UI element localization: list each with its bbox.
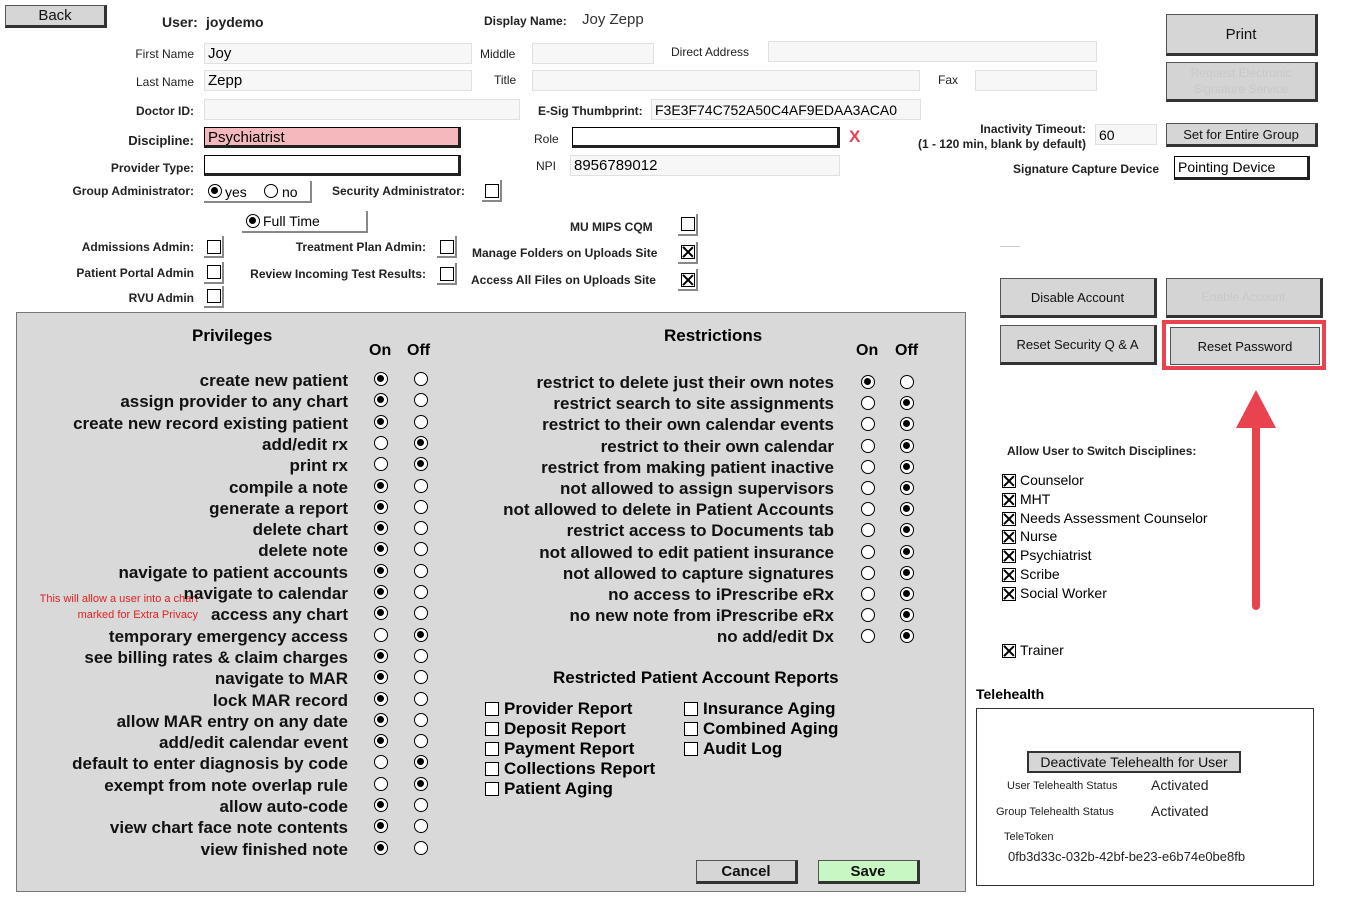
- privilege-label: default to enter diagnosis by code: [72, 754, 348, 774]
- title-label: Title: [494, 73, 517, 87]
- inactivity-field[interactable]: 60: [1095, 124, 1157, 145]
- npi-field[interactable]: 8956789012: [570, 155, 840, 176]
- privileges-title: Privileges: [192, 326, 273, 345]
- restriction-label: restrict to their own calendar events: [542, 415, 834, 435]
- sig-device-field[interactable]: Pointing Device: [1174, 156, 1310, 180]
- report-label: Patient Aging: [504, 779, 613, 798]
- doctor-id-label: Doctor ID:: [136, 104, 194, 118]
- privilege-on-radio[interactable]: [374, 734, 388, 748]
- report-label: Collections Report: [504, 759, 656, 778]
- full-time-radio[interactable]: [246, 214, 260, 228]
- divider: [1000, 246, 1020, 247]
- role-field[interactable]: [572, 127, 840, 148]
- privilege-label: view chart face note contents: [109, 818, 348, 838]
- restriction-off-radio[interactable]: [900, 566, 914, 580]
- discipline-option-label: Scribe: [1020, 566, 1060, 582]
- privilege-label: compile a note: [228, 477, 348, 497]
- privilege-label: delete chart: [252, 520, 348, 540]
- last-name-field[interactable]: Zepp: [204, 70, 472, 91]
- no-label: no: [282, 184, 298, 200]
- privilege-off-radio[interactable]: [414, 372, 428, 386]
- privilege-off-radio[interactable]: [414, 798, 428, 812]
- report-label: Combined Aging: [703, 719, 839, 738]
- discipline-option-label: Social Worker: [1020, 584, 1107, 601]
- telehealth-title: Telehealth: [976, 686, 1045, 702]
- disciplines-title: Allow User to Switch Disciplines:: [1007, 444, 1197, 458]
- privilege-label: access any chart: [210, 605, 348, 625]
- restriction-off-radio[interactable]: [900, 545, 914, 559]
- restriction-label: not allowed to edit patient insurance: [539, 542, 834, 562]
- restriction-on-radio[interactable]: [861, 566, 875, 580]
- admissions-admin-label: Admissions Admin:: [81, 240, 194, 254]
- full-time-label: Full Time: [263, 213, 320, 229]
- middle-label: Middle: [480, 47, 516, 61]
- treatment-plan-checkbox[interactable]: [440, 240, 454, 254]
- middle-field[interactable]: [532, 43, 654, 64]
- display-name-label: Display Name:: [484, 14, 567, 28]
- restriction-on-radio[interactable]: [861, 460, 875, 474]
- user-value: joydemo: [206, 14, 264, 30]
- restriction-off-radio[interactable]: [900, 375, 914, 389]
- report-label: Payment Report: [504, 739, 635, 758]
- fax-label: Fax: [938, 73, 959, 87]
- discipline-checkbox[interactable]: [1002, 568, 1016, 582]
- treatment-plan-label: Treatment Plan Admin:: [295, 240, 426, 254]
- privilege-on-radio[interactable]: [374, 841, 388, 855]
- privilege-off-radio[interactable]: [414, 479, 428, 493]
- deactivate-telehealth-button[interactable]: Deactivate Telehealth for User: [1027, 751, 1241, 773]
- yes-label: yes: [225, 184, 247, 200]
- discipline-option-label: MHT: [1020, 490, 1051, 507]
- inactivity-hint: (1 - 120 min, blank by default): [917, 137, 1086, 151]
- privilege-on-radio[interactable]: [374, 372, 388, 386]
- discipline-checkbox[interactable]: [1002, 493, 1016, 507]
- discipline-label: Discipline:: [128, 133, 194, 148]
- privilege-label: add/edit calendar event: [159, 733, 348, 753]
- privilege-on-radio[interactable]: [374, 777, 388, 791]
- restriction-label: restrict from making patient inactive: [541, 457, 834, 477]
- privilege-on-radio[interactable]: [374, 415, 388, 429]
- review-tests-label: Review Incoming Test Results:: [250, 267, 426, 281]
- restriction-off-radio[interactable]: [900, 587, 914, 601]
- privilege-label: delete note: [258, 541, 348, 561]
- report-checkbox[interactable]: [684, 742, 698, 756]
- restriction-off-radio[interactable]: [900, 439, 914, 453]
- teletoken-value: 0fb3d33c-032b-42bf-be23-e6b74e0be8fb: [1008, 849, 1246, 864]
- discipline-checkbox[interactable]: [1002, 549, 1016, 563]
- back-button[interactable]: Back: [5, 5, 107, 28]
- reports-title: Restricted Patient Account Reports: [553, 668, 839, 687]
- reset-security-button[interactable]: Reset Security Q & A: [1000, 325, 1157, 365]
- restriction-off-radio[interactable]: [900, 481, 914, 495]
- security-admin-checkbox[interactable]: [485, 184, 499, 198]
- trainer-label: Trainer: [1020, 642, 1064, 658]
- esig-field: F3E3F74C752A50C4AF9EDAA3ACA0: [651, 99, 921, 120]
- direct-address-label: Direct Address: [671, 45, 750, 59]
- privilege-label: generate a report: [209, 498, 348, 518]
- teletoken-label: TeleToken: [1004, 831, 1054, 843]
- report-checkbox[interactable]: [684, 722, 698, 736]
- discipline-option-label: Psychiatrist: [1020, 547, 1092, 564]
- group-admin-yes-radio[interactable]: [208, 184, 222, 198]
- access-files-checkbox[interactable]: [681, 273, 695, 287]
- print-button[interactable]: Print: [1166, 14, 1318, 56]
- discipline-checkbox[interactable]: [1002, 587, 1016, 601]
- privilege-on-radio[interactable]: [374, 585, 388, 599]
- discipline-checkbox[interactable]: [1002, 474, 1016, 488]
- restrictions-title: Restrictions: [664, 326, 763, 345]
- cancel-button[interactable]: Cancel: [696, 860, 798, 884]
- discipline-checkbox[interactable]: [1002, 530, 1016, 544]
- privilege-on-radio[interactable]: [374, 564, 388, 578]
- rvu-admin-checkbox[interactable]: [207, 289, 221, 303]
- discipline-option-label: Counselor: [1020, 472, 1084, 488]
- restriction-on-radio[interactable]: [861, 481, 875, 495]
- privilege-label: create new record existing patient: [73, 413, 348, 433]
- restriction-on-radio[interactable]: [861, 587, 875, 601]
- discipline-field[interactable]: Psychiatrist: [204, 127, 461, 148]
- report-label: Deposit Report: [504, 719, 626, 738]
- mu-checkbox[interactable]: [681, 217, 695, 231]
- privilege-label: navigate to patient accounts: [118, 562, 348, 582]
- privilege-label: add/edit rx: [262, 434, 348, 454]
- extra-privacy-note: This will allow a user into a chart marked for Extra Privacy: [39, 593, 198, 621]
- privilege-off-radio[interactable]: [414, 734, 428, 748]
- report-checkbox[interactable]: [485, 722, 499, 736]
- privilege-off-radio[interactable]: [414, 564, 428, 578]
- report-checkbox[interactable]: [485, 762, 499, 776]
- restriction-label: restrict to their own calendar: [600, 436, 834, 456]
- admissions-admin-checkbox[interactable]: [207, 240, 221, 254]
- group-telehealth-status: Activated: [1151, 803, 1209, 819]
- user-telehealth-status-label: User Telehealth Status: [1007, 780, 1118, 792]
- privilege-label: temporary emergency access: [108, 626, 348, 646]
- restriction-on-radio[interactable]: [861, 545, 875, 559]
- last-name-label: Last Name: [135, 75, 194, 89]
- trainer-checkbox[interactable]: [1002, 644, 1016, 658]
- enable-account-button: Enable Account: [1166, 278, 1323, 318]
- direct-address-field[interactable]: [768, 41, 1097, 62]
- privilege-on-radio[interactable]: [374, 692, 388, 706]
- privilege-off-radio[interactable]: [414, 841, 428, 855]
- restriction-label: restrict to delete just their own notes: [536, 373, 834, 392]
- restriction-off-radio[interactable]: [900, 460, 914, 474]
- privilege-on-radio[interactable]: [374, 479, 388, 493]
- privilege-off-radio[interactable]: [414, 628, 428, 642]
- role-error-icon: X: [849, 127, 861, 146]
- privilege-on-radio[interactable]: [374, 798, 388, 812]
- restriction-on-radio[interactable]: [861, 375, 875, 389]
- mu-mips-label: MU MIPS CQM: [570, 220, 653, 234]
- report-checkbox[interactable]: [485, 702, 499, 716]
- privilege-label: allow auto-code: [219, 797, 348, 816]
- privilege-label: create new patient: [199, 371, 348, 390]
- save-button[interactable]: Save: [818, 860, 920, 884]
- restriction-on-radio[interactable]: [861, 439, 875, 453]
- privilege-off-radio[interactable]: [414, 692, 428, 706]
- privilege-label: view finished note: [200, 839, 348, 859]
- role-label: Role: [534, 132, 559, 146]
- restriction-label: restrict search to site assignments: [553, 394, 834, 414]
- privilege-label: navigate to MAR: [214, 669, 348, 689]
- privilege-label: see billing rates & claim charges: [84, 647, 348, 667]
- restriction-label: restrict access to Documents tab: [566, 521, 834, 541]
- group-admin-label: Group Administrator:: [72, 184, 194, 198]
- privilege-on-radio[interactable]: [374, 500, 388, 514]
- restriction-label: not allowed to delete in Patient Accounts: [503, 500, 834, 520]
- group-admin-no-radio[interactable]: [264, 184, 278, 198]
- manage-folders-checkbox[interactable]: [681, 245, 695, 259]
- privilege-off-radio[interactable]: [414, 521, 428, 535]
- privilege-off-radio[interactable]: [414, 415, 428, 429]
- report-label: Audit Log: [703, 739, 783, 758]
- group-telehealth-status-label: Group Telehealth Status: [996, 806, 1114, 818]
- privilege-label: exempt from note overlap rule: [104, 775, 348, 795]
- privilege-off-radio[interactable]: [414, 649, 428, 663]
- disable-account-button[interactable]: Disable Account: [1000, 278, 1157, 318]
- discipline-option-label: Needs Assessment Counselor: [1020, 509, 1208, 526]
- privilege-on-radio[interactable]: [374, 628, 388, 642]
- security-admin-label: Security Administrator:: [332, 184, 465, 198]
- user-label: User:: [162, 14, 198, 30]
- doctor-id-field[interactable]: [204, 99, 520, 120]
- restriction-label: not allowed to capture signatures: [562, 563, 834, 583]
- manage-folders-label: Manage Folders on Uploads Site: [472, 246, 658, 260]
- privilege-off-radio[interactable]: [414, 713, 428, 727]
- privilege-off-radio[interactable]: [414, 436, 428, 450]
- report-checkbox[interactable]: [684, 702, 698, 716]
- title-field[interactable]: [532, 70, 920, 91]
- restriction-label: not allowed to assign supervisors: [560, 479, 834, 498]
- display-name-value: Joy Zepp: [582, 11, 644, 28]
- privilege-label: print rx: [289, 456, 348, 476]
- reset-password-button[interactable]: Reset Password: [1170, 327, 1320, 365]
- privilege-label: navigate to calendar: [183, 584, 348, 603]
- privilege-off-radio[interactable]: [414, 585, 428, 599]
- privilege-on-radio[interactable]: [374, 649, 388, 663]
- request-esig-button: Request Electronic Signature Service: [1166, 62, 1318, 102]
- privilege-off-radio[interactable]: [414, 500, 428, 514]
- review-tests-checkbox[interactable]: [440, 267, 454, 281]
- access-files-label: Access All Files on Uploads Site: [471, 273, 656, 287]
- privileges-off-header: Off: [407, 342, 431, 359]
- restrictions-on-header: On: [856, 342, 879, 359]
- rvu-admin-label: RVU Admin: [128, 291, 194, 305]
- user-telehealth-status: Activated: [1151, 777, 1209, 793]
- restrictions-off-header: Off: [895, 342, 919, 359]
- privilege-label: assign provider to any chart: [120, 392, 348, 412]
- esig-label: E-Sig Thumbprint:: [538, 104, 643, 118]
- report-checkbox[interactable]: [485, 782, 499, 796]
- patient-portal-label: Patient Portal Admin: [76, 266, 194, 280]
- restriction-label: no access to iPrescribe eRx: [608, 585, 834, 604]
- annotation-arrow-icon: [1226, 388, 1286, 613]
- restriction-label: no add/edit Dx: [716, 627, 834, 647]
- report-checkbox[interactable]: [485, 742, 499, 756]
- privileges-on-header: On: [369, 342, 392, 359]
- discipline-checkbox[interactable]: [1002, 512, 1016, 526]
- fax-field[interactable]: [975, 70, 1097, 91]
- privilege-off-radio[interactable]: [414, 777, 428, 791]
- restriction-label: no new note from iPrescribe eRx: [569, 606, 834, 626]
- privilege-on-radio[interactable]: [374, 436, 388, 450]
- first-name-label: First Name: [135, 47, 194, 61]
- sig-device-label: Signature Capture Device: [1013, 162, 1160, 176]
- privilege-label: lock MAR record: [212, 690, 348, 710]
- report-label: Insurance Aging: [703, 699, 836, 718]
- privilege-on-radio[interactable]: [374, 713, 388, 727]
- privilege-label: allow MAR entry on any date: [116, 711, 348, 731]
- inactivity-label: Inactivity Timeout:: [980, 122, 1086, 136]
- report-label: Provider Report: [504, 699, 633, 718]
- npi-label: NPI: [536, 159, 557, 173]
- patient-portal-checkbox[interactable]: [207, 265, 221, 279]
- provider-type-label: Provider Type:: [110, 161, 194, 175]
- privilege-on-radio[interactable]: [374, 521, 388, 535]
- discipline-option-label: Nurse: [1020, 528, 1058, 545]
- first-name-field[interactable]: Joy: [204, 43, 472, 64]
- set-entire-group-button[interactable]: Set for Entire Group: [1166, 123, 1318, 147]
- provider-type-field[interactable]: [204, 155, 461, 176]
